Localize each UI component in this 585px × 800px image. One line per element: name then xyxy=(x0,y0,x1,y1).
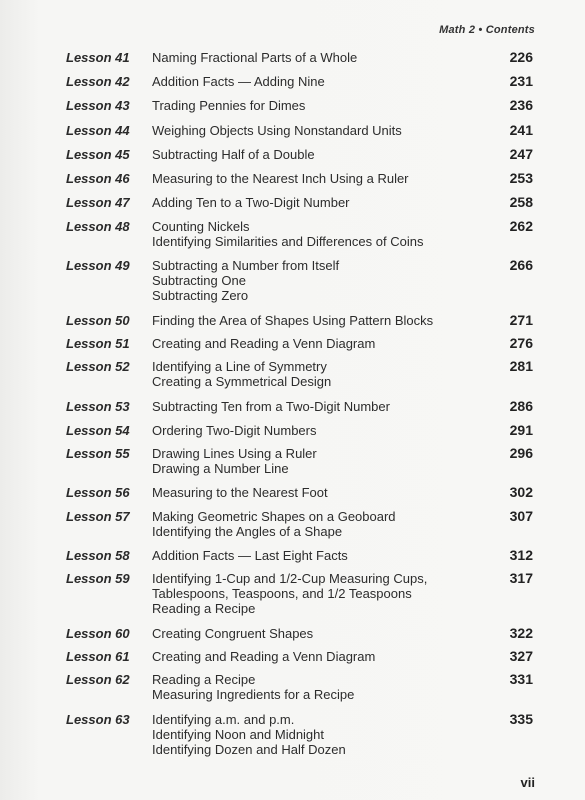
lesson-label: Lesson 49 xyxy=(66,258,130,273)
lesson-title: Addition Facts — Adding Nine xyxy=(152,74,325,89)
lesson-titles xyxy=(152,50,482,65)
page-number: 258 xyxy=(509,194,533,210)
lesson-title: Creating and Reading a Venn Diagram xyxy=(152,649,376,664)
page-number: 322 xyxy=(509,625,533,641)
lesson-label: Lesson 43 xyxy=(66,98,130,113)
page-number: 335 xyxy=(509,711,533,727)
lesson-titles xyxy=(152,446,482,476)
lesson-titles xyxy=(152,313,482,328)
lesson-titles xyxy=(152,399,482,414)
page-number: 281 xyxy=(509,358,533,374)
lesson-label: Lesson 62 xyxy=(66,672,130,687)
lesson-title: Subtracting a Number from Itself xyxy=(152,258,340,273)
lesson-title: Subtracting Ten from a Two-Digit Number xyxy=(152,399,390,414)
lesson-title: Measuring Ingredients for a Recipe xyxy=(152,687,355,702)
lesson-title: Adding Ten to a Two-Digit Number xyxy=(152,195,350,210)
lesson-titles xyxy=(152,123,482,138)
page-number: 253 xyxy=(509,170,533,186)
page-number: 236 xyxy=(509,97,533,113)
lesson-label: Lesson 46 xyxy=(66,171,130,186)
lesson-label: Lesson 59 xyxy=(66,571,130,586)
page-number: 286 xyxy=(509,398,533,414)
page-number: 331 xyxy=(509,671,533,687)
lesson-title: Tablespoons, Teaspoons, and 1/2 Teaspoons xyxy=(152,586,412,601)
lesson-title: Counting Nickels xyxy=(152,219,250,234)
page-number-footer: vii xyxy=(520,775,535,790)
lesson-title: Subtracting Half of a Double xyxy=(152,147,315,162)
lesson-title: Finding the Area of Shapes Using Pattern Blocks xyxy=(152,313,434,328)
lesson-label: Lesson 63 xyxy=(66,712,130,727)
page-number: 262 xyxy=(509,218,533,234)
lesson-label: Lesson 58 xyxy=(66,548,130,563)
lesson-label: Lesson 47 xyxy=(66,195,130,210)
page-number: 291 xyxy=(509,422,533,438)
lesson-label: Lesson 60 xyxy=(66,626,130,641)
lesson-title: Making Geometric Shapes on a Geoboard xyxy=(152,509,396,524)
lesson-title: Identifying the Angles of a Shape xyxy=(152,524,343,539)
lesson-title: Identifying Similarities and Differences of Coins xyxy=(152,234,424,249)
lesson-title: Drawing a Number Line xyxy=(152,461,289,476)
lesson-title: Identifying Noon and Midnight xyxy=(152,727,325,742)
lesson-titles xyxy=(152,195,482,210)
lesson-title: Creating a Symmetrical Design xyxy=(152,374,332,389)
lesson-titles xyxy=(152,336,482,351)
lesson-title: Ordering Two-Digit Numbers xyxy=(152,423,317,438)
page-number: 266 xyxy=(509,257,533,273)
lesson-label: Lesson 44 xyxy=(66,123,130,138)
lesson-label: Lesson 52 xyxy=(66,359,130,374)
lesson-title: Identifying a.m. and p.m. xyxy=(152,712,295,727)
lesson-titles xyxy=(152,423,482,438)
lesson-titles xyxy=(152,509,482,539)
lesson-label: Lesson 41 xyxy=(66,50,130,65)
lesson-label: Lesson 53 xyxy=(66,399,130,414)
lesson-title: Creating Congruent Shapes xyxy=(152,626,314,641)
lesson-titles xyxy=(152,74,482,89)
lesson-label: Lesson 42 xyxy=(66,74,130,89)
lesson-title: Identifying a Line of Symmetry xyxy=(152,359,327,374)
lesson-titles xyxy=(152,171,482,186)
page-number: 302 xyxy=(509,484,533,500)
page-number: 241 xyxy=(509,122,533,138)
page-number: 317 xyxy=(509,570,533,586)
lesson-titles xyxy=(152,359,482,389)
lesson-title: Trading Pennies for Dimes xyxy=(152,98,306,113)
lesson-titles xyxy=(152,258,482,303)
lesson-titles xyxy=(152,219,482,249)
lesson-label: Lesson 51 xyxy=(66,336,130,351)
lesson-label: Lesson 45 xyxy=(66,147,130,162)
lesson-title: Naming Fractional Parts of a Whole xyxy=(152,50,358,65)
lesson-label: Lesson 61 xyxy=(66,649,130,664)
lesson-title: Creating and Reading a Venn Diagram xyxy=(152,336,376,351)
page-number: 226 xyxy=(509,49,533,65)
page-number: 231 xyxy=(509,73,533,89)
lesson-title: Identifying Dozen and Half Dozen xyxy=(152,742,346,757)
running-header: Math 2 • Contents xyxy=(439,24,535,36)
lesson-title: Identifying 1-Cup and 1/2-Cup Measuring Cups, xyxy=(152,571,428,586)
lesson-label: Lesson 50 xyxy=(66,313,130,328)
page-number: 276 xyxy=(509,335,533,351)
lesson-title: Weighing Objects Using Nonstandard Units xyxy=(152,123,402,138)
lesson-label: Lesson 57 xyxy=(66,509,130,524)
page-number: 327 xyxy=(509,648,533,664)
lesson-titles xyxy=(152,98,482,113)
lesson-titles xyxy=(152,649,482,664)
lesson-title: Measuring to the Nearest Foot xyxy=(152,485,328,500)
page-number: 247 xyxy=(509,146,533,162)
lesson-titles xyxy=(152,147,482,162)
lesson-title: Addition Facts — Last Eight Facts xyxy=(152,548,348,563)
lesson-titles xyxy=(152,571,482,616)
lesson-title: Reading a Recipe xyxy=(152,672,256,687)
lesson-label: Lesson 56 xyxy=(66,485,130,500)
page-number: 312 xyxy=(509,547,533,563)
lesson-label: Lesson 48 xyxy=(66,219,130,234)
lesson-title: Measuring to the Nearest Inch Using a Ruler xyxy=(152,171,409,186)
page-number: 307 xyxy=(509,508,533,524)
lesson-title: Subtracting Zero xyxy=(152,288,249,303)
lesson-title: Drawing Lines Using a Ruler xyxy=(152,446,317,461)
lesson-titles xyxy=(152,626,482,641)
lesson-titles xyxy=(152,672,482,702)
lesson-titles xyxy=(152,548,482,563)
lesson-label: Lesson 55 xyxy=(66,446,130,461)
lesson-title: Reading a Recipe xyxy=(152,601,256,616)
lesson-titles xyxy=(152,712,482,757)
lesson-title: Subtracting One xyxy=(152,273,246,288)
lesson-titles xyxy=(152,485,482,500)
page-number: 296 xyxy=(509,445,533,461)
lesson-label: Lesson 54 xyxy=(66,423,130,438)
page-number: 271 xyxy=(509,312,533,328)
